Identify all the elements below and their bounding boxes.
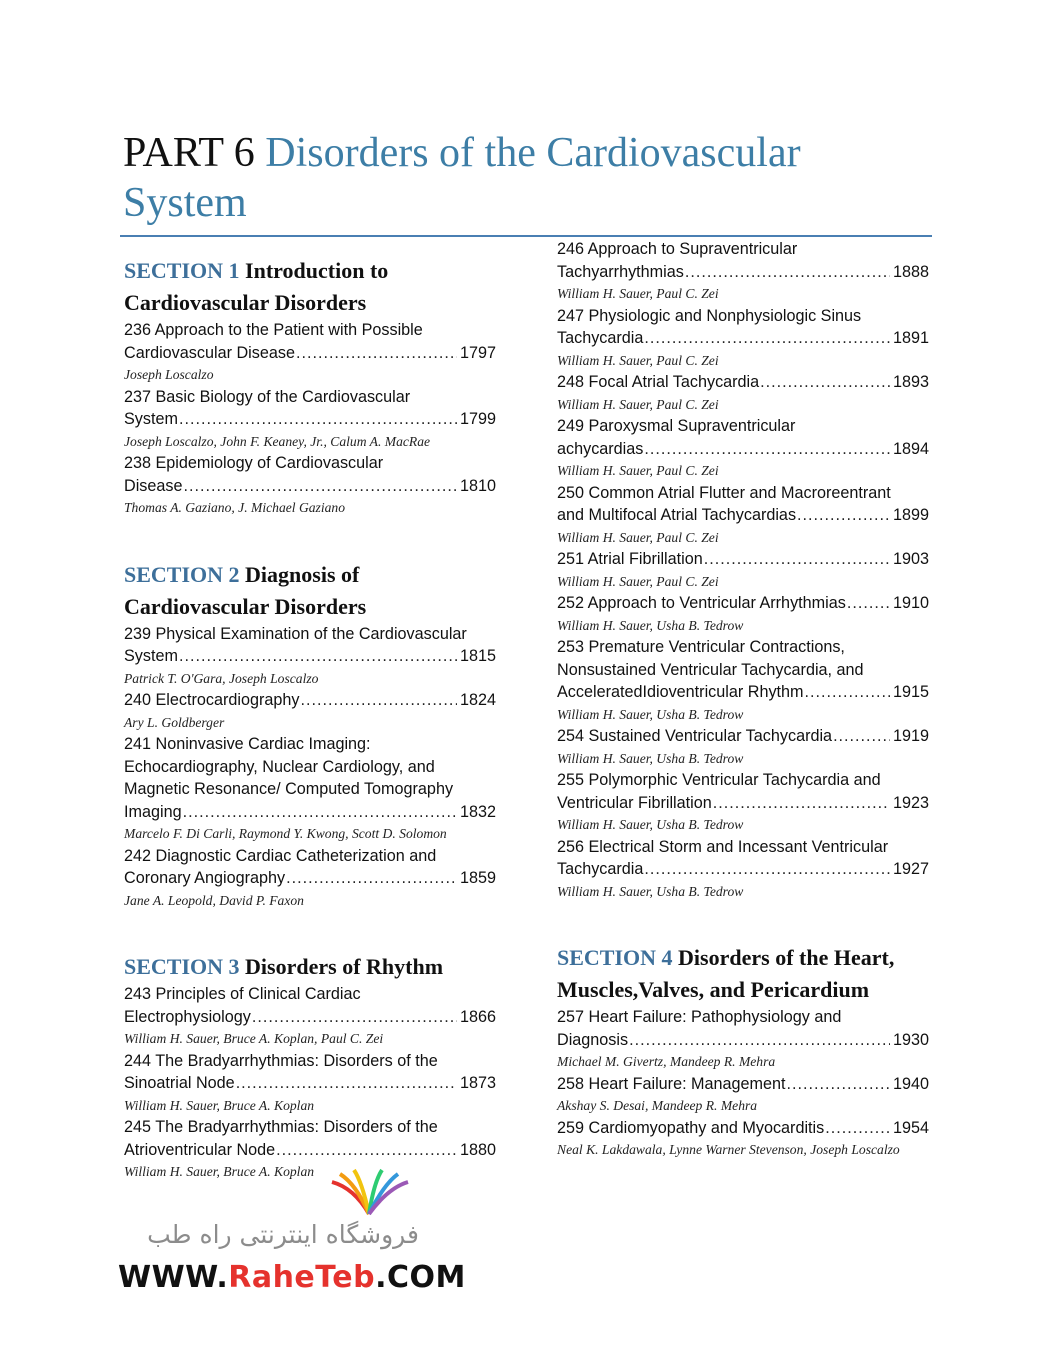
chapter-title <box>124 845 496 890</box>
chapter-title-tail: 252 Approach to Ventricular Arrhythmias <box>557 594 846 612</box>
chapter-title-last-line <box>124 1006 496 1029</box>
chapter-title <box>124 1050 496 1095</box>
chapter-title-text: 247 Physiologic and Nonphysiologic Sinus <box>557 306 862 325</box>
chapter-title-tail: Diagnosis <box>557 1030 629 1049</box>
chapter-title-text: 237 Basic Biology of the Cardiovascular <box>124 387 411 406</box>
chapter-title-tail: Coronary Angiography <box>124 869 286 887</box>
section-heading <box>557 942 929 1006</box>
chapter-title-text: 242 Diagnostic Cardiac Catheterization and <box>124 846 437 865</box>
toc-entry <box>557 548 929 592</box>
toc-entry <box>557 305 929 372</box>
dot-leader <box>300 689 457 712</box>
dot-leader <box>704 548 890 571</box>
chapter-authors: Patrick T. O'Gara, Joseph Loscalzo <box>124 670 319 686</box>
toc-entry <box>124 733 496 845</box>
chapter-title-tail: Sinoatrial Node <box>124 1074 235 1092</box>
chapter-title-last-line <box>557 858 929 881</box>
dot-leader <box>685 261 890 284</box>
title-rule <box>120 235 932 237</box>
chapter-title-text: 239 Physical Examination of the Cardiovascular <box>124 624 467 643</box>
page-number: 1927 <box>892 860 929 878</box>
chapter-title <box>124 452 496 497</box>
dot-leader <box>644 858 890 881</box>
chapter-title-text: 250 Common Atrial Flutter and Macroreentrant <box>557 483 891 502</box>
dot-leader <box>644 327 890 350</box>
chapter-title <box>557 1006 929 1051</box>
right-column <box>557 238 929 1161</box>
page-number: 1832 <box>459 802 496 821</box>
toc-entry <box>124 845 496 912</box>
dot-leader <box>797 504 890 527</box>
chapter-title-last-line <box>557 792 929 815</box>
chapter-title-tail: Tachyarrhythmias <box>557 262 684 281</box>
chapter-authors: Marcelo F. Di Carli, Raymond Y. Kwong, Scott D. Solomon <box>124 826 447 841</box>
chapter-authors: William H. Sauer, Bruce A. Koplan <box>124 1097 315 1113</box>
chapter-title <box>557 1117 929 1140</box>
section-spacer <box>124 911 496 951</box>
chapter-title-tail: Cardiovascular Disease <box>124 343 295 362</box>
chapter-title-tail: 240 Electrocardiography <box>124 691 300 709</box>
chapter-title-tail: System <box>124 410 178 428</box>
dot-leader <box>760 371 890 394</box>
chapter-title <box>557 415 929 460</box>
chapter-title <box>557 548 929 571</box>
dot-leader <box>644 438 890 461</box>
chapter-title-last-line <box>557 504 929 527</box>
dot-leader <box>236 1072 457 1095</box>
chapter-title-text: 249 Paroxysmal Supraventricular <box>557 417 796 435</box>
chapter-title-text: 245 The Bradyarrhythmias: Disorders of the <box>124 1118 438 1136</box>
dot-leader <box>833 725 890 748</box>
page-number: 1866 <box>459 1007 496 1026</box>
section-title: Diagnosis of Cardiovascular Disorders <box>124 561 367 619</box>
page-number: 1899 <box>892 506 929 524</box>
page-number: 1954 <box>892 1118 929 1137</box>
dot-leader <box>276 1139 457 1162</box>
chapter-title-text: 253 Premature Ventricular Contractions, Nonsustained Ventricular Tachycardia, and <box>557 638 864 679</box>
page-number: 1815 <box>459 647 496 665</box>
toc-entry <box>557 592 929 636</box>
toc-entry <box>557 769 929 836</box>
toc-entry <box>124 689 496 733</box>
chapter-title <box>557 305 929 350</box>
chapter-title <box>557 592 929 615</box>
watermark <box>118 1168 466 1298</box>
chapter-title-tail: Electrophysiology <box>124 1007 251 1026</box>
page-number: 1797 <box>459 343 496 362</box>
section-heading <box>124 951 496 983</box>
watermark-persian-text: فروشگاه اینترنتی راه طب <box>147 1220 419 1249</box>
part-label: PART 6 <box>123 130 255 176</box>
toc-entry <box>557 836 929 903</box>
chapter-title-last-line <box>557 1117 929 1140</box>
page-number: 1810 <box>459 476 496 495</box>
toc-entry <box>124 1050 496 1117</box>
chapter-title-text: 256 Electrical Storm and Incessant Ventricular <box>557 837 889 856</box>
chapter-title-last-line <box>124 1072 496 1095</box>
page-number: 1891 <box>892 329 929 347</box>
section-heading <box>124 559 496 623</box>
section-number: SECTION 2 <box>124 561 240 587</box>
chapter-authors: William H. Sauer, Paul C. Zei <box>557 573 719 589</box>
chapter-authors: William H. Sauer, Paul C. Zei <box>557 396 719 412</box>
chapter-title <box>557 725 929 748</box>
part-title <box>123 128 923 228</box>
chapter-title-tail: 254 Sustained Ventricular Tachycardia <box>557 727 833 745</box>
page-number: 1880 <box>459 1140 496 1159</box>
dot-leader <box>629 1029 890 1052</box>
chapter-title-tail: System <box>124 647 178 665</box>
chapter-authors: Joseph Loscalzo, John F. Keaney, Jr., Calum A. MacRae <box>124 433 431 449</box>
watermark-url <box>118 1260 466 1295</box>
page-number: 1888 <box>892 262 929 281</box>
chapter-title-tail: 258 Heart Failure: Management <box>557 1074 786 1093</box>
chapter-title-text: 244 The Bradyarrhythmias: Disorders of the <box>124 1051 438 1070</box>
chapter-title <box>557 1073 929 1096</box>
dot-leader <box>805 681 890 704</box>
chapter-title-last-line <box>124 1139 496 1162</box>
watermark-url-prefix: WWW. <box>118 1260 229 1295</box>
dot-leader <box>787 1073 890 1096</box>
toc-entry <box>124 983 496 1050</box>
section-number: SECTION 4 <box>557 945 673 970</box>
toc-entry <box>557 371 929 415</box>
toc-entry <box>557 238 929 305</box>
chapter-authors: Michael M. Givertz, Mandeep R. Mehra <box>557 1054 776 1069</box>
dot-leader <box>179 408 457 431</box>
chapter-authors: Joseph Loscalzo <box>124 367 214 382</box>
dot-leader <box>183 801 457 824</box>
chapter-title-last-line <box>124 689 496 712</box>
chapter-authors: William H. Sauer, Bruce A. Koplan, Paul C. Zei <box>124 1031 384 1046</box>
chapter-title-tail: achycardias <box>557 439 644 458</box>
page-number: 1930 <box>892 1030 929 1049</box>
dot-leader <box>847 592 890 615</box>
chapter-title-tail: Ventricular Fibrillation <box>557 793 712 812</box>
chapter-authors: William H. Sauer, Paul C. Zei <box>557 286 719 301</box>
page-number: 1919 <box>892 727 929 745</box>
page-number: 1824 <box>459 691 496 709</box>
chapter-title-last-line <box>557 592 929 615</box>
chapter-title <box>557 371 929 394</box>
chapter-title-tail: Tachycardia <box>557 329 644 347</box>
chapter-authors: William H. Sauer, Usha B. Tedrow <box>557 883 744 899</box>
chapter-title-tail: 259 Cardiomyopathy and Myocarditis <box>557 1118 825 1137</box>
chapter-title <box>124 733 496 823</box>
page-number: 1859 <box>459 869 496 887</box>
chapter-title <box>557 769 929 814</box>
chapter-authors: William H. Sauer, Paul C. Zei <box>557 463 719 478</box>
page-number: 1923 <box>892 793 929 812</box>
dot-leader <box>179 645 457 668</box>
toc-entry <box>557 415 929 482</box>
chapter-title-tail: Disease <box>124 476 183 495</box>
chapter-authors: William H. Sauer, Usha B. Tedrow <box>557 706 744 722</box>
chapter-authors: William H. Sauer, Paul C. Zei <box>557 529 719 545</box>
toc-entry <box>557 1006 929 1073</box>
toc-entry <box>557 725 929 769</box>
chapter-authors: William H. Sauer, Usha B. Tedrow <box>557 750 744 766</box>
chapter-authors: William H. Sauer, Usha B. Tedrow <box>557 617 744 633</box>
chapter-title-last-line <box>557 327 929 350</box>
page-number: 1894 <box>892 439 929 458</box>
chapter-title <box>557 482 929 527</box>
section-title: Disorders of the Heart, Muscles,Valves, and Pericardium <box>557 945 895 1002</box>
chapter-title <box>557 836 929 881</box>
watermark-url-suffix: .COM <box>375 1260 466 1295</box>
chapter-title <box>557 238 929 283</box>
section-heading <box>124 255 496 319</box>
page-number: 1915 <box>892 683 929 701</box>
dot-leader <box>286 867 457 890</box>
watermark-url-brand: RaheTeb <box>228 1260 376 1295</box>
chapter-authors: William H. Sauer, Usha B. Tedrow <box>557 817 744 832</box>
chapter-title-last-line <box>124 408 496 431</box>
chapter-title-tail: and Multifocal Atrial Tachycardias <box>557 506 797 524</box>
dot-leader <box>183 475 457 498</box>
section-number: SECTION 3 <box>124 954 240 979</box>
chapter-title-tail: Tachycardia <box>557 860 644 878</box>
toc-entry <box>124 319 496 386</box>
left-column <box>124 255 496 1183</box>
chapter-title-text: 236 Approach to the Patient with Possible <box>124 321 423 339</box>
section-title: Disorders of Rhythm <box>245 954 444 979</box>
toc-entry <box>557 636 929 725</box>
chapter-title <box>124 386 496 431</box>
chapter-authors: William H. Sauer, Bruce A. Koplan <box>124 1164 315 1179</box>
toc-entry <box>124 386 496 453</box>
chapter-title-tail: 248 Focal Atrial Tachycardia <box>557 373 760 391</box>
chapter-title-text: 255 Polymorphic Ventricular Tachycardia and <box>557 771 881 789</box>
page-number: 1873 <box>459 1074 496 1092</box>
chapter-title-text: 246 Approach to Supraventricular <box>557 240 798 258</box>
chapter-authors: Ary L. Goldberger <box>124 714 225 730</box>
chapter-title-last-line <box>557 261 929 284</box>
dot-leader <box>825 1117 890 1140</box>
section-title: Introduction to Cardiovascular Disorders <box>124 258 389 315</box>
chapter-title-text: 257 Heart Failure: Pathophysiology and <box>557 1008 842 1026</box>
dot-leader <box>252 1006 457 1029</box>
section-spacer <box>124 519 496 559</box>
chapter-title-last-line <box>557 1073 929 1096</box>
chapter-title-last-line <box>557 725 929 748</box>
chapter-title <box>124 319 496 364</box>
chapter-authors: Neal K. Lakdawala, Lynne Warner Stevenson, Joseph Loscalzo <box>557 1142 900 1157</box>
chapter-title <box>124 1116 496 1161</box>
toc-entry <box>557 482 929 549</box>
chapter-title-text: 243 Principles of Clinical Cardiac <box>124 985 361 1003</box>
chapter-title-last-line <box>557 438 929 461</box>
chapter-title-text: 238 Epidemiology of Cardiovascular <box>124 454 384 472</box>
chapter-title-last-line <box>124 867 496 890</box>
chapter-title-text: 241 Noninvasive Cardiac Imaging: Echocardiography, Nuclear Cardiology, and Magnetic Resonance/ Computed Tomography <box>124 735 454 798</box>
chapter-authors: Akshay S. Desai, Mandeep R. Mehra <box>557 1098 758 1113</box>
chapter-title <box>124 689 496 712</box>
chapter-title-tail: Atrioventricular Node <box>124 1140 276 1159</box>
chapter-title-last-line <box>124 342 496 365</box>
chapter-title-last-line <box>124 645 496 668</box>
open-book-logo-icon <box>324 1168 414 1218</box>
page-number: 1893 <box>892 373 929 391</box>
chapter-title-last-line <box>557 681 929 704</box>
chapter-title-last-line <box>124 801 496 824</box>
page-number: 1799 <box>459 410 496 428</box>
toc-entry <box>557 1117 929 1161</box>
chapter-title-last-line <box>124 475 496 498</box>
toc-entry <box>557 1073 929 1117</box>
chapter-title-tail: AcceleratedIdioventricular Rhythm <box>557 683 804 701</box>
chapter-authors: Jane A. Leopold, David P. Faxon <box>124 892 304 908</box>
page-number: 1940 <box>892 1074 929 1093</box>
dot-leader <box>713 792 890 815</box>
section-number: SECTION 1 <box>124 258 240 283</box>
chapter-title <box>124 983 496 1028</box>
chapter-authors: Thomas A. Gaziano, J. Michael Gaziano <box>124 500 346 515</box>
chapter-title-tail: Imaging <box>124 802 182 821</box>
toc-entry <box>124 452 496 519</box>
chapter-title <box>124 623 496 668</box>
toc-entry <box>124 623 496 690</box>
chapter-title-last-line <box>557 1029 929 1052</box>
dot-leader <box>296 342 457 365</box>
chapter-title-tail: 251 Atrial Fibrillation <box>557 550 703 568</box>
page-number: 1903 <box>892 550 929 568</box>
chapter-title-last-line <box>557 548 929 571</box>
section-spacer <box>557 902 929 942</box>
part-heading: Disorders of the Cardiovascular System <box>123 130 801 226</box>
chapter-title-last-line <box>557 371 929 394</box>
chapter-authors: William H. Sauer, Paul C. Zei <box>557 352 719 368</box>
chapter-title <box>557 636 929 704</box>
page-number: 1910 <box>892 594 929 612</box>
